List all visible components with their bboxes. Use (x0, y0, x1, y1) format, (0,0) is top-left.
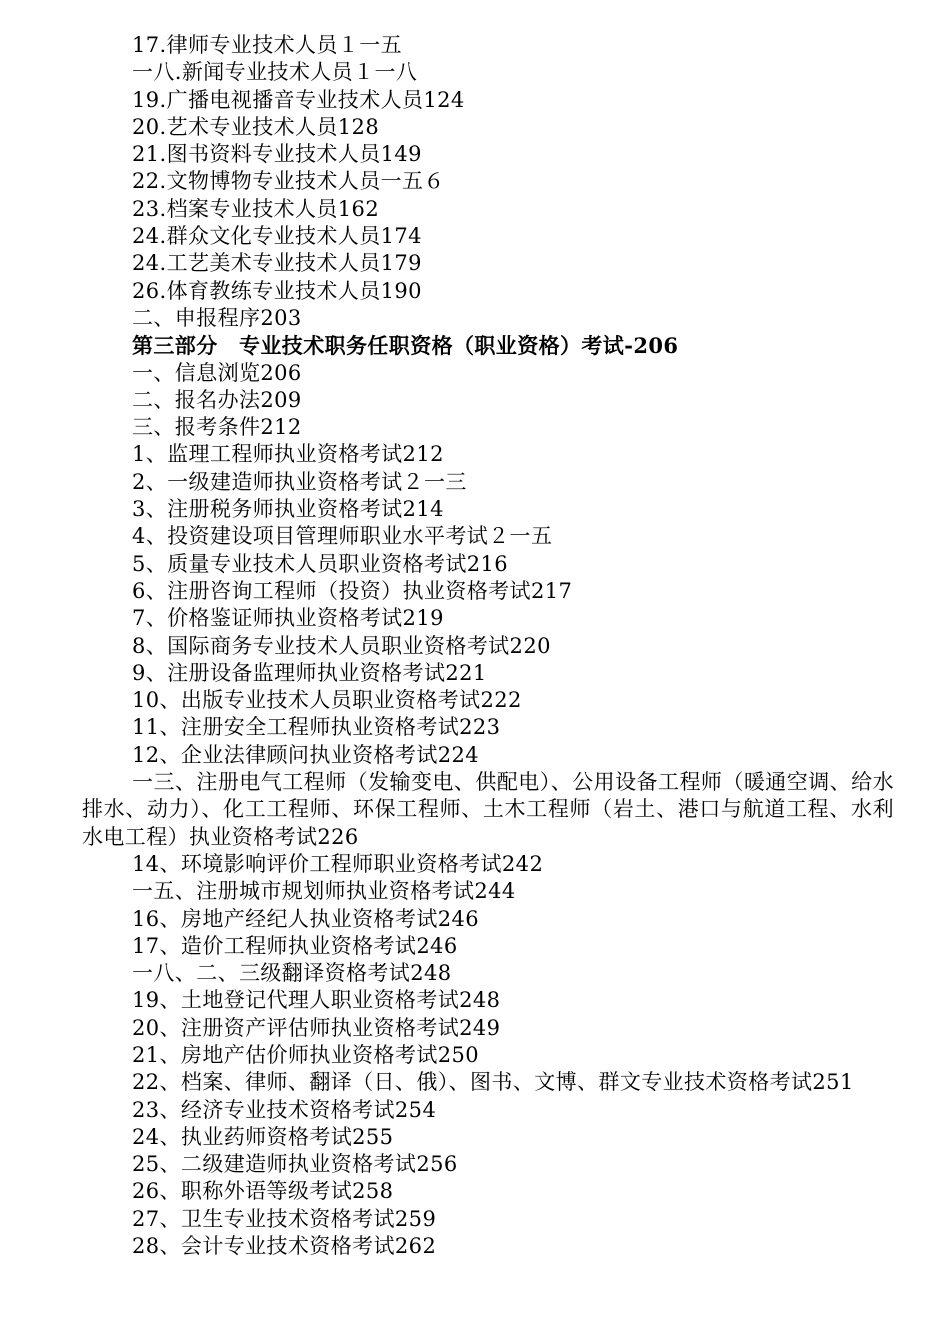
toc-line: 26.体育教练专业技术人员190 (132, 278, 422, 303)
toc-line: 3、注册税务师执业资格考试214 (132, 497, 444, 522)
toc-line: 22.文物博物专业技术人员一五６ (132, 169, 445, 194)
toc-line: 5、质量专业技术人员职业资格考试216 (132, 551, 509, 576)
toc-line: 19、土地登记代理人职业资格考试248 (132, 988, 501, 1013)
toc-line: 一八、二、三级翻译资格考试248 (132, 961, 452, 986)
toc-line: 8、国际商务专业技术人员职业资格考试220 (132, 633, 551, 658)
toc-line: 26、职称外语等级考试258 (132, 1179, 394, 1204)
toc-paragraph-13: 一三、注册电气工程师（发输变电、供配电）、公用设备工程师（暖通空调、给水排水、动力）、化工工程师、环保工程师、土木工程师（岩土、港口与航道工程、水利水电工程）执业资格考试226 (82, 770, 894, 849)
toc-line: 二、报名办法209 (132, 387, 302, 412)
toc-line: 2、一级建造师执业资格考试２一三 (132, 469, 467, 494)
toc-line: 17.律师专业技术人员１一五 (132, 33, 402, 57)
toc-line: 9、注册设备监理师执业资格考试221 (132, 660, 487, 685)
toc-line: 三、报考条件212 (132, 415, 302, 440)
toc-line: 10、出版专业技术人员职业资格考试222 (132, 688, 522, 713)
toc-line: 24、执业药师资格考试255 (132, 1124, 394, 1149)
toc-part2-tail (82, 32, 894, 332)
toc-line: 一八.新闻专业技术人员１一八 (132, 60, 418, 85)
toc-line: 4、投资建设项目管理师职业水平考试２一五 (132, 524, 553, 549)
toc-line: 25、二级建造师执业资格考试256 (132, 1152, 458, 1177)
toc-line: 12、企业法律顾问执业资格考试224 (132, 742, 480, 767)
toc-line: 19.广播电视播音专业技术人员124 (132, 87, 465, 112)
toc-line: 1、监理工程师执业资格考试212 (132, 442, 444, 467)
toc-part3-b (82, 851, 894, 1069)
toc-line: 23.档案专业技术人员162 (132, 196, 380, 221)
toc-line: 6、注册咨询工程师（投资）执业资格考试217 (132, 578, 573, 603)
toc-line: 一五、注册城市规划师执业资格考试244 (132, 879, 516, 904)
part3-heading: 第三部分 专业技术职务任职资格（职业资格）考试-206 (132, 333, 679, 359)
toc-line: 11、注册安全工程师执业资格考试223 (132, 715, 501, 740)
toc-paragraph-22: 22、档案、律师、翻译（日、俄）、图书、文博、群文专业技术资格考试251 (132, 1070, 854, 1095)
toc-line: 7、价格鉴证师执业资格考试219 (132, 606, 444, 631)
toc-part3-c (82, 1097, 894, 1261)
toc-line: 14、环境影响评价工程师职业资格考试242 (132, 851, 544, 876)
toc-line: 20.艺术专业技术人员128 (132, 114, 380, 139)
toc-line: 21、房地产估价师执业资格考试250 (132, 1042, 480, 1067)
toc-line: 23、经济专业技术资格考试254 (132, 1097, 437, 1122)
toc-line: 21.图书资料专业技术人员149 (132, 142, 422, 167)
document-page (82, 32, 894, 1260)
toc-line: 二、申报程序203 (132, 305, 302, 330)
toc-line: 16、房地产经纪人执业资格考试246 (132, 906, 480, 931)
toc-line: 20、注册资产评估师执业资格考试249 (132, 1015, 501, 1040)
toc-line: 17、造价工程师执业资格考试246 (132, 933, 458, 958)
toc-line: 27、卫生专业技术资格考试259 (132, 1206, 437, 1231)
toc-line: 24.工艺美术专业技术人员179 (132, 251, 422, 276)
toc-line: 24.群众文化专业技术人员174 (132, 224, 422, 249)
toc-line: 28、会计专业技术资格考试262 (132, 1234, 437, 1259)
toc-line: 一、信息浏览206 (132, 360, 302, 385)
toc-part3-a (82, 360, 894, 769)
